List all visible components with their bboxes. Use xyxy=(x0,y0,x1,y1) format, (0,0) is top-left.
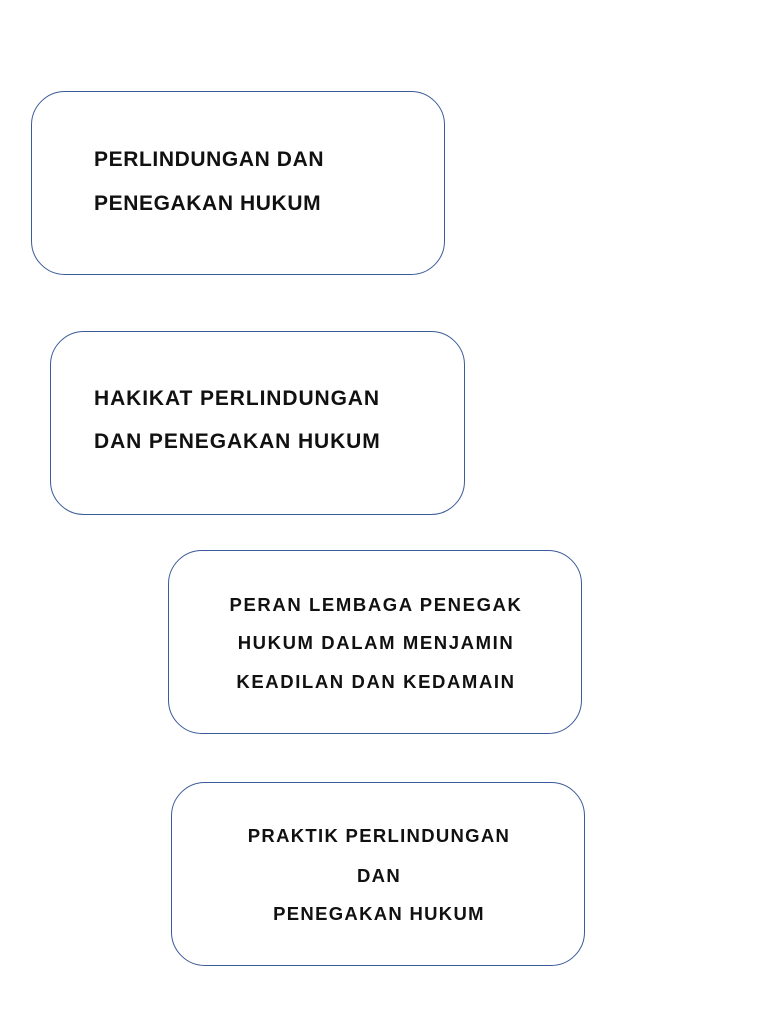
topic-box-1-line-1: PERLINDUNGAN DAN xyxy=(94,148,325,171)
topic-box-4-line-2: DAN xyxy=(357,865,401,886)
topic-box-4 xyxy=(171,782,585,966)
topic-box-1-line-2: PENEGAKAN HUKUM xyxy=(94,192,322,215)
topic-box-2 xyxy=(50,331,465,515)
topic-box-2-line-1: HAKIKAT PERLINDUNGAN xyxy=(94,387,380,410)
topic-box-3-line-3: KEADILAN DAN KEDAMAIN xyxy=(236,671,516,692)
topic-box-2-line-2: DAN PENEGAKAN HUKUM xyxy=(94,430,381,453)
topic-box-3 xyxy=(168,550,582,734)
topic-box-1 xyxy=(31,91,445,275)
topic-box-4-line-1: PRAKTIK PERLINDUNGAN xyxy=(247,825,511,846)
topic-box-3-line-2: HUKUM DALAM MENJAMIN xyxy=(237,632,515,653)
topic-box-4-line-3: PENEGAKAN HUKUM xyxy=(273,903,485,924)
topic-box-3-line-1: PERAN LEMBAGA PENEGAK xyxy=(229,594,523,615)
